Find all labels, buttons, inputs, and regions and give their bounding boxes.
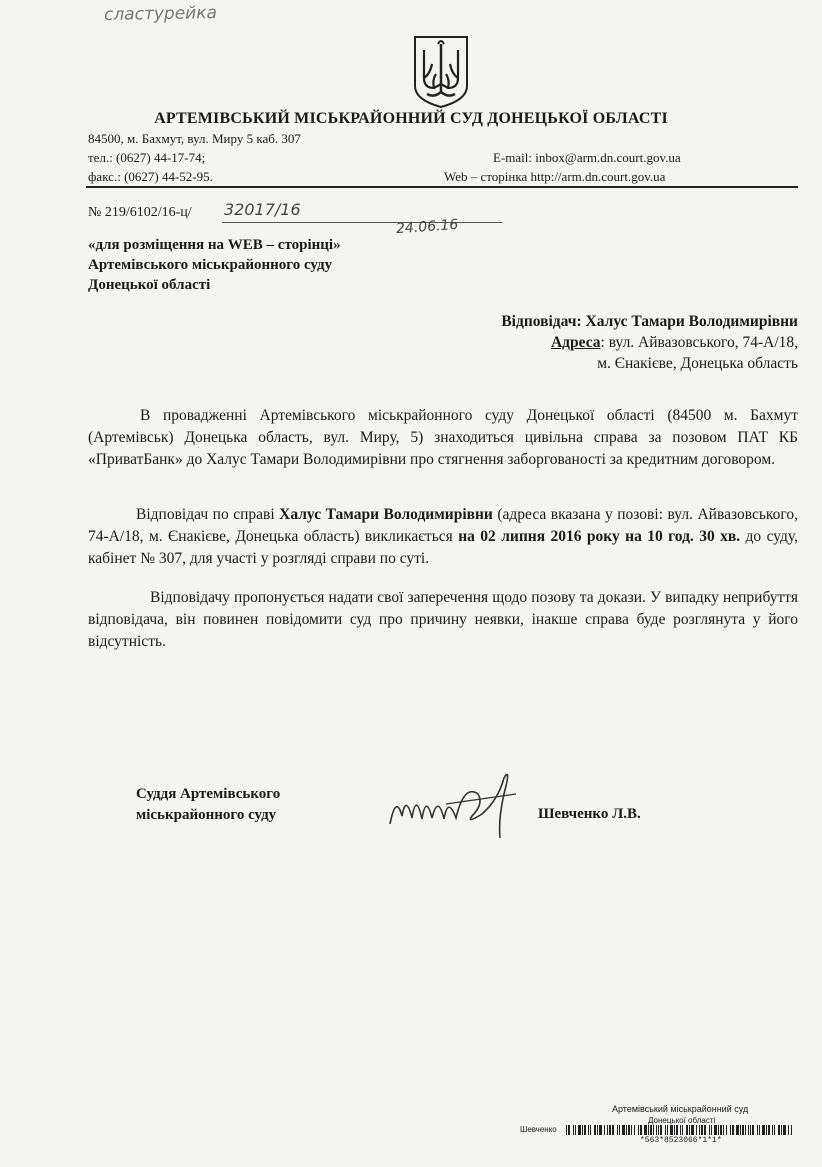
- barcode-bar: [686, 1125, 688, 1135]
- barcode-bar: [658, 1125, 659, 1135]
- court-phone: тел.: (0627) 44-17-74;: [88, 150, 206, 165]
- court-name-header: АРТЕМІВСЬКИЙ МІСЬКРАЙОННИЙ СУД ДОНЕЦЬКОЇ ОБЛАСТІ: [154, 110, 668, 127]
- barcode-bar: [650, 1125, 652, 1135]
- court-fax: факс.: (0627) 44-52-95.: [88, 169, 213, 184]
- barcode-bar: [573, 1125, 574, 1135]
- barcode-bar: [628, 1125, 630, 1135]
- barcode-bar: [566, 1125, 567, 1135]
- barcode-bar: [742, 1125, 744, 1135]
- judge-title-line-1: Суддя Артемівського: [136, 786, 281, 802]
- court-email: E-mail: inbox@arm.dn.court.gov.ua: [493, 150, 681, 165]
- barcode-bar: [667, 1125, 668, 1135]
- barcode-bar: [720, 1125, 722, 1135]
- barcode-text: *563*8523066*1*1*: [640, 1136, 722, 1145]
- barcode-bar: [718, 1125, 719, 1135]
- barcode-bar: [740, 1125, 741, 1135]
- barcode-bar: [762, 1125, 765, 1135]
- barcode-bar: [701, 1125, 703, 1135]
- reference-underline: [222, 222, 502, 223]
- barcode-bar: [689, 1125, 690, 1135]
- barcode-bar: [699, 1125, 700, 1135]
- barcode-bar: [745, 1125, 746, 1135]
- respondent-address-value: : вул. Айвазовського, 74-А/18,: [600, 334, 798, 351]
- barcode-bar: [691, 1125, 694, 1135]
- barcode-bar: [730, 1125, 731, 1135]
- barcode-bar: [568, 1125, 570, 1135]
- barcode-bar: [711, 1125, 712, 1135]
- barcode-bar: [696, 1125, 697, 1135]
- barcode-bar: [619, 1125, 620, 1135]
- barcode-bar: [768, 1125, 770, 1135]
- barcode-bar: [584, 1125, 586, 1135]
- judge-name: Шевченко Л.В.: [538, 806, 641, 822]
- barcode-bar: [791, 1125, 792, 1135]
- barcode-bar: [723, 1125, 724, 1135]
- barcode-bar: [582, 1125, 583, 1135]
- barcode-bar: [736, 1125, 739, 1135]
- barcode-bar: [757, 1125, 758, 1135]
- barcode-bar: [714, 1125, 717, 1135]
- barcode-bar: [676, 1125, 678, 1135]
- placement-block: [88, 235, 341, 295]
- barcode-bar: [604, 1125, 605, 1135]
- barcode-bar: [772, 1125, 773, 1135]
- paragraph-3: Відповідачу пропонується надати свої заперечення щодо позову та докази. У випадку неприбуття відповідача, він повинен повідомити суд про причину неявки, інакше справа буде розглянута у його відсутність.: [88, 589, 798, 650]
- barcode-bar: [590, 1125, 591, 1135]
- paragraph-1: В провадженні Артемівського міськрайонного суду Донецької області (84500 м. Бахмут (Артемівськ) Донецька область, вул. Миру, 5) знаходиться цивільна справа за позовом ПАТ КБ «ПриватБанк» до Халус Тамари Володимирівни про стягнення заборгованості за кредитним договором.: [88, 407, 798, 468]
- barcode-bar: [788, 1125, 789, 1135]
- barcode-bar: [578, 1125, 581, 1135]
- barcode-bar: [759, 1125, 760, 1135]
- barcode-bar: [781, 1125, 782, 1135]
- barcode-bar: [631, 1125, 632, 1135]
- barcode-bar: [638, 1125, 639, 1135]
- footer-court-line-2: Донецької області: [648, 1116, 716, 1125]
- barcode-bar: [726, 1125, 727, 1135]
- barcode-bar: [704, 1125, 706, 1135]
- barcode-bar: [748, 1125, 749, 1135]
- barcode-bar: [640, 1125, 642, 1135]
- respondent-address-label: Адреса: [550, 334, 601, 351]
- barcode-bar: [609, 1125, 611, 1135]
- hearing-date-bold: на 02 липня 2016 року на 10 год. 30 хв.: [458, 528, 741, 545]
- barcode-bar: [634, 1125, 635, 1135]
- paragraph-2-part-2: (адреса вказана у позові: вул. Айвазовського, 74-А/18, м. Єнакієве, Донецька область) викликається: [88, 506, 799, 545]
- reference-handwritten: 32017/16: [224, 200, 301, 219]
- barcode-bar: [750, 1125, 751, 1135]
- barcode-bar: [626, 1125, 627, 1135]
- barcode: [566, 1125, 798, 1135]
- barcode-bar: [599, 1125, 602, 1135]
- barcode-bar: [680, 1125, 681, 1135]
- barcode-bar: [597, 1125, 598, 1135]
- barcode-bar: [778, 1125, 780, 1135]
- placement-line-1: «для розміщення на WEB – сторінці»: [88, 237, 341, 253]
- barcode-bar: [656, 1125, 657, 1135]
- barcode-bar: [612, 1125, 614, 1135]
- barcode-bar: [752, 1125, 754, 1135]
- barcode-bar: [783, 1125, 786, 1135]
- judge-title-line-2: міськрайонного суду: [136, 807, 277, 823]
- barcode-bar: [665, 1125, 666, 1135]
- barcode-bar: [622, 1125, 625, 1135]
- barcode-bar: [653, 1125, 654, 1135]
- respondent-name-bold: Халус Тамари Володимирівни: [279, 506, 493, 523]
- judge-title: [136, 784, 280, 826]
- footer-court-line-1: Артемівський міськрайонний суд: [612, 1104, 749, 1114]
- barcode-bar: [766, 1125, 767, 1135]
- handwritten-note: сластурейка: [103, 3, 218, 25]
- header-rule: [86, 186, 798, 188]
- barcode-bar: [732, 1125, 734, 1135]
- barcode-bar: [588, 1125, 589, 1135]
- barcode-bar: [648, 1125, 649, 1135]
- court-address: 84500, м. Бахмут, вул. Миру 5 каб. 307: [88, 131, 301, 146]
- respondent-city: м. Єнакієве, Донецька область: [597, 355, 798, 372]
- coat-of-arms-icon: [412, 34, 470, 110]
- barcode-bar: [644, 1125, 647, 1135]
- handwritten-signature: [386, 764, 536, 844]
- paragraph-2-part-3: до суду, кабінет № 307, для участі у розгляді справи по суті.: [88, 528, 799, 567]
- date-handwritten: 24.06.16: [395, 216, 459, 238]
- barcode-bar: [660, 1125, 662, 1135]
- respondent-address: [501, 332, 798, 353]
- respondent-name: Відповідач: Халус Тамари Володимирівни: [501, 313, 798, 330]
- barcode-bar: [682, 1125, 683, 1135]
- barcode-bar: [594, 1125, 596, 1135]
- barcode-bar: [709, 1125, 710, 1135]
- barcode-bar: [674, 1125, 675, 1135]
- paragraph-2-part-1: Відповідач по справі: [136, 506, 280, 523]
- court-website: Web – сторінка http://arm.dn.court.gov.ua: [444, 169, 666, 184]
- respondent-block: [501, 311, 798, 374]
- footer-clerk: Шевченко: [520, 1125, 557, 1134]
- barcode-bar: [607, 1125, 608, 1135]
- paragraph-2: [88, 504, 798, 570]
- barcode-bar: [774, 1125, 775, 1135]
- barcode-bar: [617, 1125, 618, 1135]
- reference-number: № 219/6102/16-ц/: [88, 205, 192, 220]
- placement-line-2: Артемівського міськрайонного суду: [88, 257, 333, 273]
- barcode-bar: [670, 1125, 673, 1135]
- placement-line-3: Донецької області: [88, 277, 211, 293]
- barcode-bar: [575, 1125, 576, 1135]
